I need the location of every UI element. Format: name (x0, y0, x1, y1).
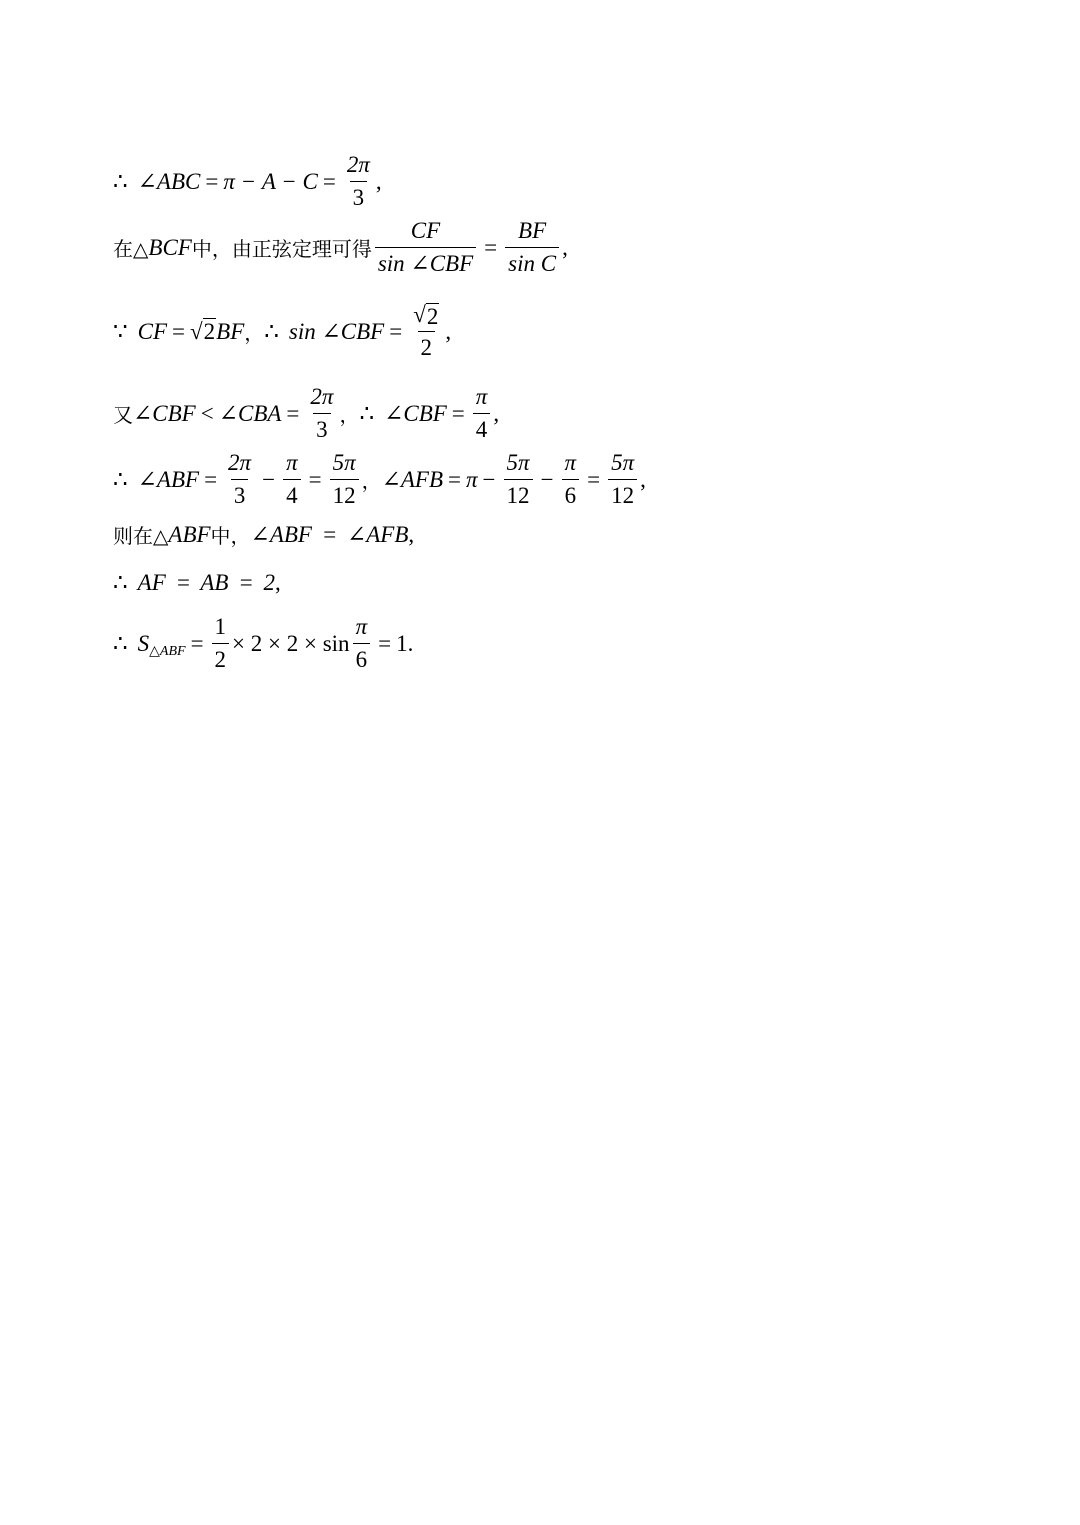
fraction-bf-over-sin-c: $\frac{BF}{\text{sin C}}$ (505, 216, 559, 279)
solution-line-5 (113, 448, 646, 511)
text-in: 中， (210, 524, 251, 548)
text-in-triangle: 在△ (113, 237, 149, 261)
pi-minus-a-minus-c: π − A − C (223, 168, 318, 194)
therefore-symbol: ∴ (113, 630, 128, 656)
product-expression: × 2 × 2 × sin (232, 630, 350, 656)
sqrt-2: √ 2 (190, 319, 216, 344)
equals-sign: = (190, 630, 204, 656)
because-symbol: ∵ (113, 318, 128, 344)
solution-line-3 (113, 300, 451, 363)
solution-line-2 (113, 216, 568, 279)
fraction-pi-over-4: $\frac{\pi}{4}$ (473, 382, 491, 445)
separator: ， (244, 321, 265, 345)
solution-line-1 (113, 150, 382, 213)
equals-sign: = (448, 466, 462, 492)
therefore-symbol: ∴ (264, 318, 279, 344)
bf: BF (216, 318, 245, 344)
angle-afb: ∠AFB (381, 466, 444, 492)
text-also: 又 (113, 403, 133, 427)
minus-sign: − (540, 466, 554, 492)
therefore-symbol: ∴ (113, 570, 128, 595)
solution-line-7 (113, 570, 281, 596)
fraction-pi-over-6: $\frac{\pi}{6}$ (353, 612, 371, 675)
area-subscript: △ABF (149, 644, 186, 659)
angle-equality: ∠ABF = ∠AFB (250, 521, 409, 547)
text-then-in-triangle: 则在△ (113, 524, 169, 548)
angle-cba: ∠CBA (218, 400, 282, 426)
fraction-cf-over-sin-cbf: $\frac{CF}{\text{sin ∠CBF}}$ (375, 216, 476, 279)
equals-sign: = (484, 234, 498, 260)
therefore-symbol: ∴ (359, 400, 375, 426)
equals-sign: = (172, 318, 186, 344)
therefore-symbol: ∴ (113, 168, 128, 194)
sin-angle-cbf: sin ∠CBF (288, 318, 385, 344)
comma: , (375, 168, 382, 194)
equals-sign: = (451, 400, 465, 426)
cf: CF (137, 318, 168, 344)
period: . (407, 630, 414, 656)
fraction-2pi-over-3: $\frac{2\pi}{3}$ (225, 448, 254, 511)
fraction-5pi-over-12: $\frac{5\pi}{12}$ (504, 448, 533, 511)
equals-sign: = (308, 466, 322, 492)
fraction-sqrt2-over-2: √ 2 2 (410, 300, 442, 363)
fraction-pi-over-6: $\frac{\pi}{6}$ (562, 448, 580, 511)
text-by-sine-law: 中，由正弦定理可得 (191, 237, 372, 261)
fraction-2pi-over-3: $\frac{2\pi}{3}$ (344, 150, 373, 213)
equals-sign: = (286, 400, 300, 426)
pi: π (466, 466, 478, 492)
area-s: S (137, 630, 150, 656)
equals-sign: = (587, 466, 601, 492)
separator: ， (361, 469, 382, 493)
solution-line-6 (113, 520, 414, 549)
side-equality: AF = AB = 2 (137, 570, 275, 595)
fraction-5pi-over-12: $\frac{5\pi}{12}$ (330, 448, 359, 511)
solution-line-8 (113, 612, 413, 675)
minus-sign: − (482, 466, 496, 492)
separator: ， (339, 403, 360, 427)
equals-sign: = (389, 318, 403, 344)
equals-sign: = (322, 168, 336, 194)
therefore-symbol: ∴ (113, 466, 128, 492)
angle-cbf: ∠CBF (384, 400, 447, 426)
less-than-sign: < (200, 400, 214, 426)
solution-line-4 (113, 382, 499, 445)
comma: , (562, 234, 568, 260)
angle-abf: ∠ABF (137, 466, 200, 492)
equals-sign: = (204, 466, 218, 492)
angle-cbf: ∠CBF (133, 400, 196, 426)
comma: , (493, 400, 500, 426)
comma: , (408, 521, 415, 547)
fraction-5pi-over-12: $\frac{5\pi}{12}$ (608, 448, 637, 511)
comma: , (640, 466, 646, 492)
comma: , (445, 318, 452, 344)
comma: , (274, 570, 281, 595)
equals-sign: = (205, 168, 219, 194)
equals-sign: = (378, 630, 392, 656)
area-result: 1 (396, 630, 408, 656)
fraction-1-over-2: $\frac{1}{2}$ (212, 612, 230, 675)
triangle-abf: ABF (168, 521, 211, 547)
fraction-pi-over-4: $\frac{\pi}{4}$ (283, 448, 301, 511)
angle-abc: ∠ABC (137, 168, 201, 194)
fraction-2pi-over-3: $\frac{2\pi}{3}$ (307, 382, 336, 445)
triangle-bcf: BCF (148, 234, 192, 260)
minus-sign: − (262, 466, 276, 492)
